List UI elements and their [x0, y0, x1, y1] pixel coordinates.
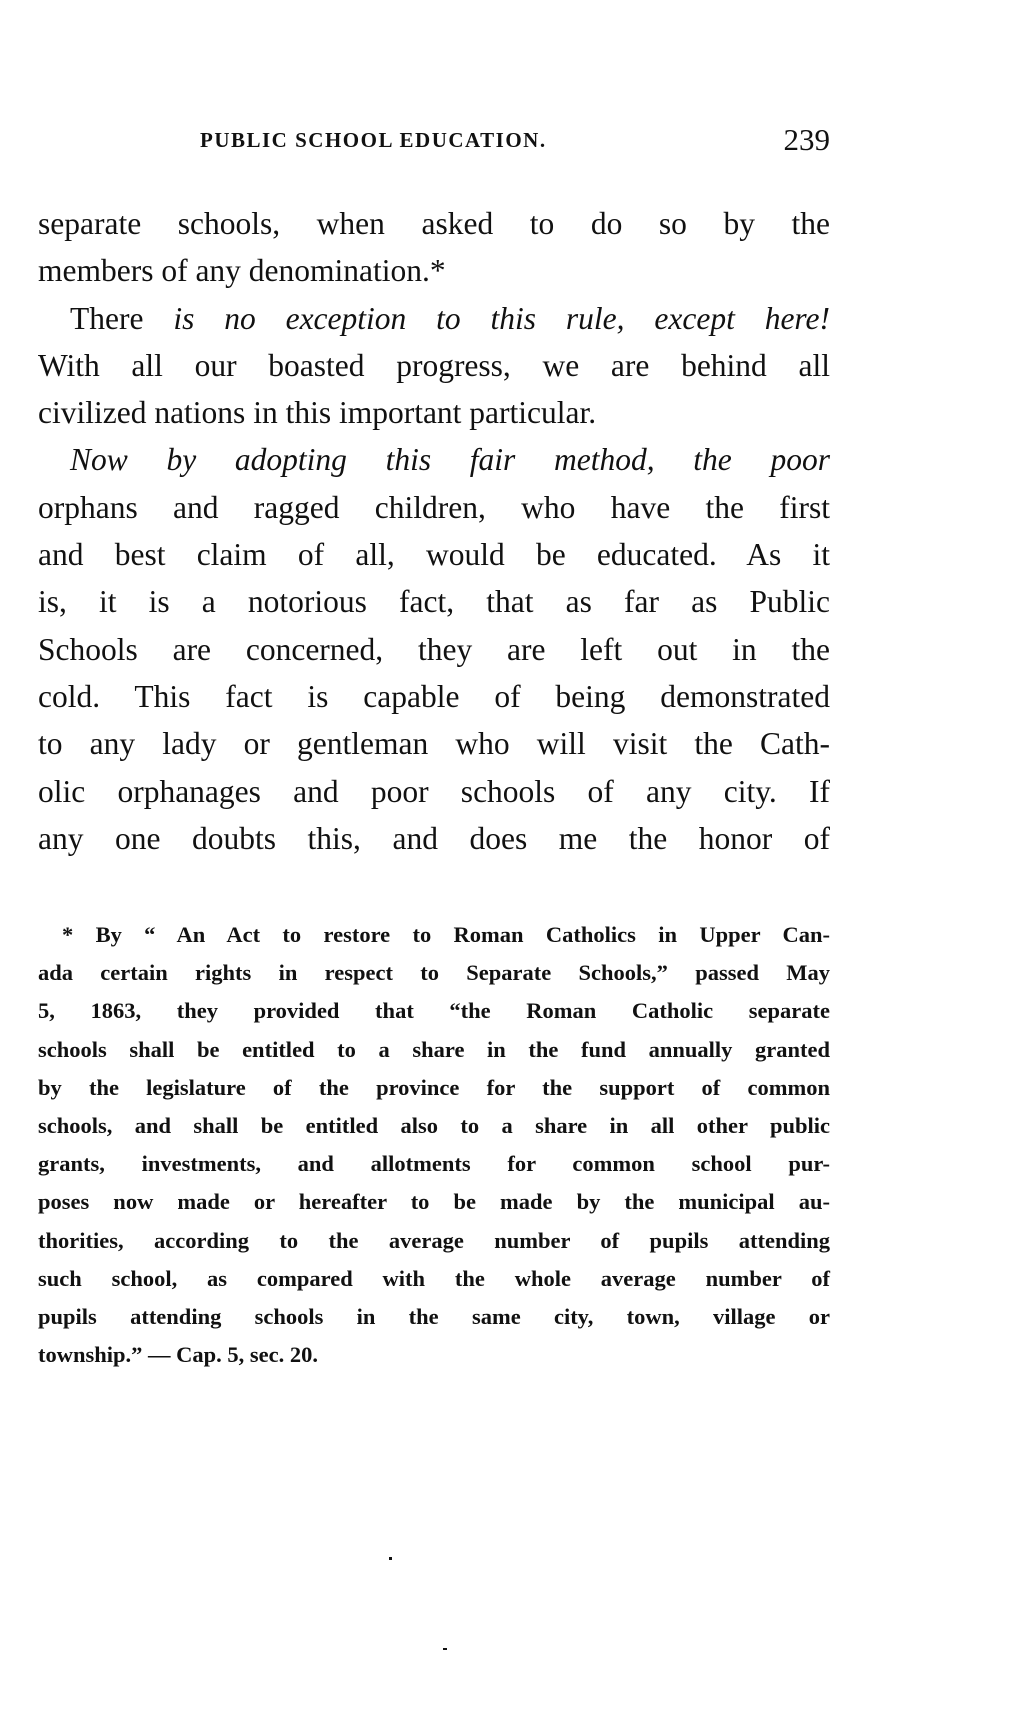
footnote-line: by the legislature of the province for the support of common: [38, 1074, 830, 1100]
body-line: cold. This fact is capable of being demonstrated: [38, 678, 830, 714]
footnote-line: 5, 1863, they provided that “the Roman Catholic separate: [38, 998, 830, 1024]
footnote-line: schools, and shall be entitled also to a share in all other public: [38, 1112, 830, 1138]
page-number: 239: [783, 122, 830, 157]
footnote-line: pupils attending schools in the same city, town, village or: [38, 1303, 830, 1329]
footnote-line: poses now made or hereafter to be made by the municipal au-: [38, 1189, 830, 1215]
scan-speck: [389, 1557, 392, 1560]
italic-emphasis: Now by adopting this fair method, the poor: [70, 442, 830, 478]
body-line: olic orphanages and poor schools of any city. If: [38, 773, 830, 809]
footnote-line: grants, investments, and allotments for common school pur-: [38, 1151, 830, 1177]
footnote-line: ada certain rights in respect to Separate Schools,” passed May: [38, 960, 830, 986]
running-title: PUBLIC SCHOOL EDUCATION.: [200, 128, 547, 152]
body-line: civilized nations in this important particular.: [38, 395, 597, 431]
body-line: separate schools, when asked to do so by the: [38, 206, 830, 241]
body-line: members of any denomination.*: [38, 253, 446, 289]
body-line-rich: [38, 436, 830, 483]
footnote: [38, 916, 830, 1374]
footnote-line: schools shall be entitled to a share in the fund annually granted: [38, 1036, 830, 1062]
running-head: [200, 122, 830, 162]
text-run: There: [70, 300, 174, 336]
body-text: [38, 200, 830, 862]
footnote-line: thorities, according to the average number of pupils attending: [38, 1227, 830, 1253]
body-line: is, it is a notorious fact, that as far as Public: [38, 584, 830, 620]
body-line: With all our boasted progress, we are behind all: [38, 347, 830, 383]
body-line: any one doubts this, and does me the honor of: [38, 820, 830, 856]
footnote-line: * By “ An Act to restore to Roman Catholics in Upper Can-: [62, 922, 830, 947]
scan-speck: [443, 1648, 447, 1650]
body-line: orphans and ragged children, who have the first: [38, 489, 830, 525]
body-line: Schools are concerned, they are left out in the: [38, 631, 830, 667]
body-line-rich: [38, 295, 830, 342]
italic-emphasis: is no exception to this rule, except here!: [173, 300, 830, 336]
body-line: and best claim of all, would be educated. As it: [38, 537, 830, 573]
footnote-line: township.” — Cap. 5, sec. 20.: [38, 1342, 319, 1368]
footnote-line: such school, as compared with the whole average number of: [38, 1265, 830, 1291]
body-line: to any lady or gentleman who will visit the Cath-: [38, 726, 830, 762]
